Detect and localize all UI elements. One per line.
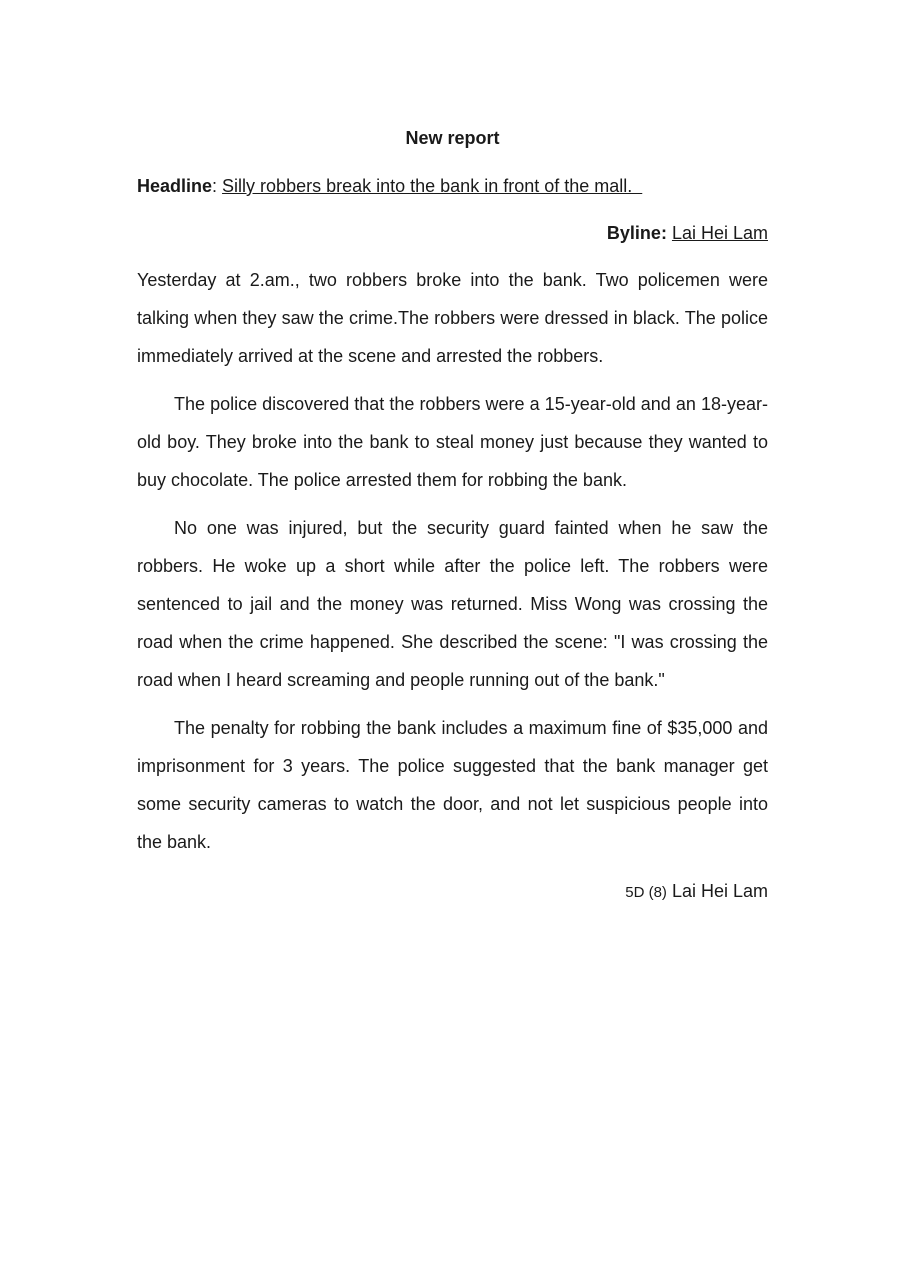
author-signature [137, 880, 768, 904]
paragraph-2: The police discovered that the robbers were a 15-year-old and an 18-year-old boy. They broke into the bank to steal money just because they wanted to buy chocolate. The police arrested them for robbing the bank. [137, 394, 768, 490]
paragraph-3: No one was injured, but the security guard fainted when he saw the robbers. He woke up a short while after the police left. The robbers were sentenced to jail and the money was returned. Miss Wong was crossing the road when the crime happened. She described the scene: "I was crossing the road when I heard screaming and people running out of the bank." [137, 518, 768, 690]
page-title: New report [405, 128, 500, 148]
headline-text: Silly robbers break into the bank in front of the mall. [222, 176, 643, 196]
paragraph-1: Yesterday at 2.am., two robbers broke into the bank. Two policemen were talking when they saw the crime.The robbers were dressed in black. The police immediately arrived at the scene and arrested the robbers. [137, 270, 768, 366]
signature-name: Lai Hei Lam [671, 881, 768, 901]
article-body [137, 261, 768, 871]
paragraph-4: The penalty for robbing the bank includes a maximum fine of $35,000 and imprisonment for 3 years. The police suggested that the bank manager get some security cameras to watch the door, and not let suspicious people into the bank. [137, 718, 768, 852]
signature-class: 5D (8) [625, 884, 667, 901]
byline-label: Byline: [606, 223, 667, 243]
headline [137, 175, 768, 197]
byline [137, 222, 768, 244]
headline-separator: : [212, 176, 223, 196]
byline-name: Lai Hei Lam [671, 223, 768, 243]
headline-label: Headline [137, 176, 213, 196]
